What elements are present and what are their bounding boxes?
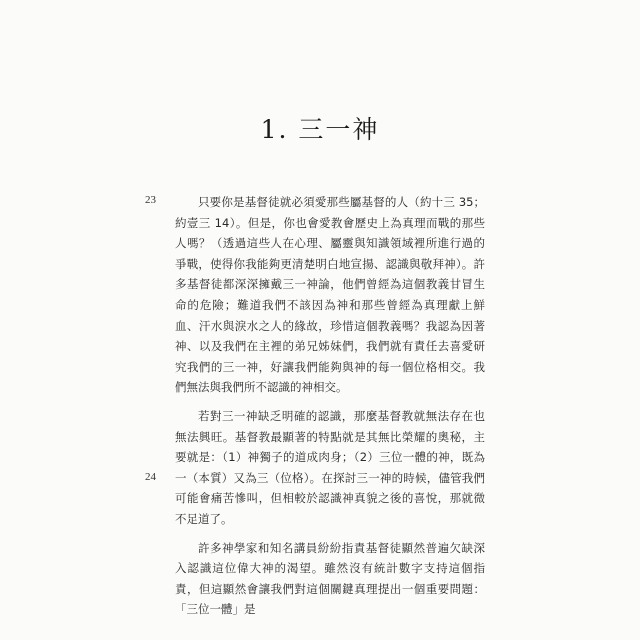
paragraph: 許多神學家和知名講員紛紛指責基督徒顯然普遍欠缺深入認識這位偉大神的渴望。雖然沒有統計數字支持這個指責，但這顯然會讓我們對這個關鍵真理提出一個重要問題：「三位一體」是 [175, 540, 485, 617]
chapter-title: 1. 三一神 [260, 115, 380, 144]
paragraph: 若對三一神缺乏明確的認識，那麼基督教就無法存在也無法興旺。基督教最顯著的特點就是其無比榮耀的奧秘，主要就是：（1）神獨子的道成肉身；（2）三位一體的神，既為一（本質）又為三（位格）。在探討三一神的時候，儘管我們可能會痛苦慘叫，但相較於認識神真貌之後的喜悅，那就微不足道了。 [175, 408, 485, 526]
margin-page-number: 24 [145, 471, 156, 483]
body-text [175, 192, 485, 628]
margin-page-number: 23 [145, 194, 156, 206]
paragraph: 只要你是基督徒就必須愛那些屬基督的人（約十三 35；約壹三 14）。但是，你也會愛教會歷史上為真理而戰的那些人嗎？（透過這些人在心理、屬靈與知識領域裡所進行過的爭戰，使得你我能夠更清楚明白地宣揚、認識與敬拜神）。許多基督徒都深深擁戴三一神論，他們曾經為這個教義甘冒生命的危險；難道我們不該因為神和那些曾經為真理獻上鮮血、汗水與淚水之人的緣故，珍惜這個教義嗎？我認為因著神、以及我們在主裡的弟兄姊妹們，我們就有責任去喜愛研究我們的三一神，好讓我們能夠與神的每一個位格相交。我們無法與我們所不認識的神相交。 [175, 195, 485, 395]
